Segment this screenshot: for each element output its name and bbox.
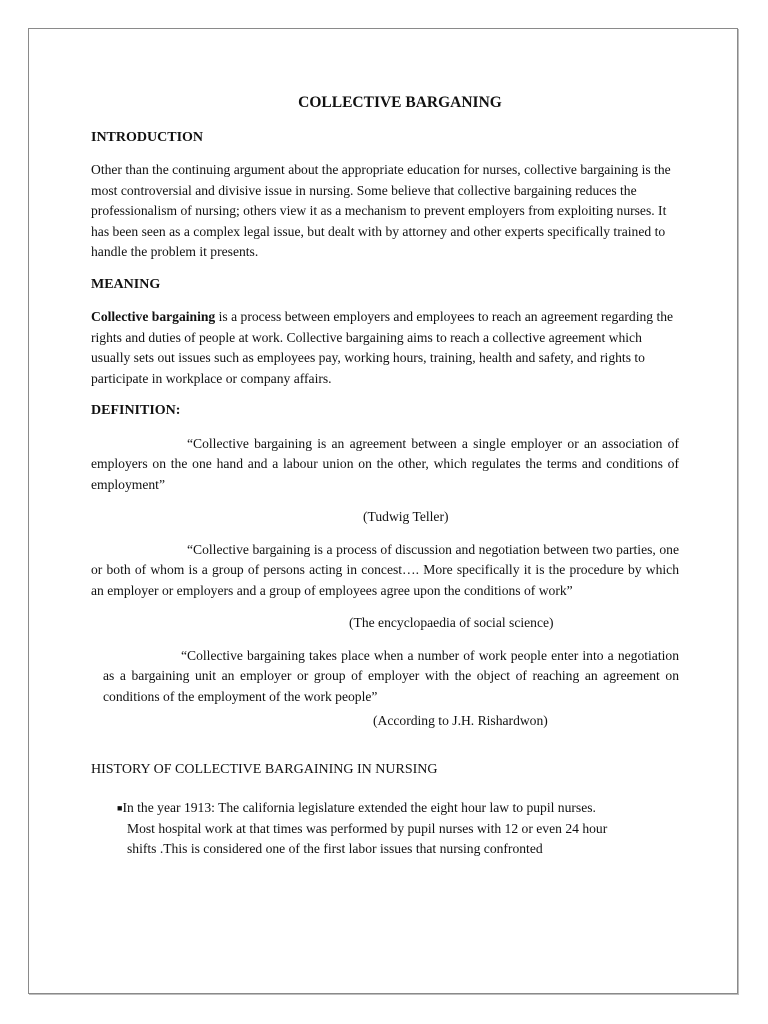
definition-source-2: (The encyclopaedia of social science) — [349, 615, 554, 630]
definition-source-3: (According to J.H. Rishardwon) — [373, 713, 548, 728]
meaning-heading: MEANING — [91, 276, 161, 292]
introduction-paragraph: Other than the continuing argument about the appropriate education for nurses, collective bargaining is the most controversial and divisive issue in nursing. Some believe that collective bargaining reduces the professionalism of nursing; others view it as a mechanism to prevent employers from exploiting nurses. It has been seen as a complex legal issue, but dealt with by attorney and other experts specifically trained to handle the problem it presents. — [91, 162, 671, 259]
document-title: COLLECTIVE BARGANING — [298, 94, 502, 111]
definition-quote-3: “Collective bargaining takes place when a number of work people enter into a negotiation as a bargaining unit an employer or group of employer with the object of reaching an agreement on conditions of the employment of the work people” — [103, 647, 679, 704]
definition-quote-1: “Collective bargaining is an agreement between a single employer or an association of employers on the one hand and a labour union on the other, which regulates the terms and conditions of employment” — [91, 435, 679, 492]
square-bullet-icon: ■ — [117, 803, 123, 813]
document-page — [28, 28, 738, 994]
introduction-heading: INTRODUCTION — [91, 129, 204, 145]
meaning-term: Collective bargaining — [91, 309, 216, 324]
definition-heading: DEFINITION: — [91, 403, 181, 418]
definition-quote-2: “Collective bargaining is a process of discussion and negotiation between two parties, one or both of whom is a group of persons acting in concest…. More specifically it is the procedure by which an employer or employers and a group of employees agree upon the conditions of work” — [91, 541, 679, 598]
history-heading: HISTORY OF COLLECTIVE BARGAINING IN NURSING — [91, 761, 438, 777]
definition-source-1: (Tudwig Teller) — [363, 509, 449, 524]
meaning-text: is a process between employers and employees to reach an agreement regarding the rights and duties of people at work. Collective bargaining aims to reach a collective agreement which usually sets out issues such as employees pay, working hours, training, health and safety, and rights to participate in workplace or company affairs. — [91, 309, 674, 386]
document-content — [91, 93, 679, 860]
history-bullet-item — [91, 798, 627, 860]
history-bullet-text: In the year 1913: The california legislature extended the eight hour law to pupil nurses. Most hospital work at that times was performed by pupil nurses with 12 or even 24 hour shifts .This is considered one of the first labor issues that nursing confronted — [122, 800, 608, 856]
meaning-paragraph — [91, 307, 679, 389]
